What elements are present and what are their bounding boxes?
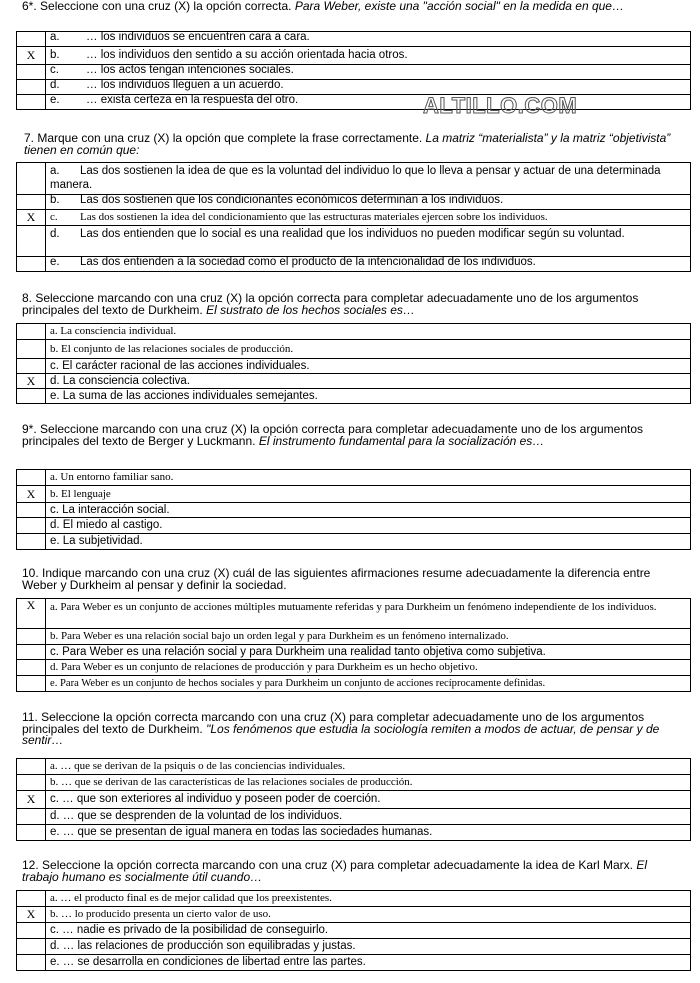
table-row	[17, 163, 691, 195]
question-stem-italic: La matriz “materialista” y la matriz “objetivista” tienen en común que:	[24, 131, 671, 157]
table-row	[17, 629, 691, 645]
question-stem-text: 9*. Seleccione marcando con una cruz (X) la opción correcta para completar adecuadamente uno de los argumentos principales del texto de Berger y Luckmann.	[22, 422, 644, 448]
option-cell: c. … nadie es privado de la posibilidad de conseguirlo.	[46, 923, 691, 939]
table-row	[17, 359, 691, 374]
question-stem-italic: El trabajo humano es socialmente útil cuando…	[22, 858, 648, 884]
option-letter: c.	[50, 211, 58, 223]
table-row	[17, 195, 691, 210]
mark-cell[interactable]	[17, 359, 46, 374]
option-cell: c. El carácter racional de las acciones individuales.	[46, 359, 691, 374]
question-12	[0, 860, 700, 883]
option-text: Las dos sostienen la idea de que es la voluntad del individuo lo que lo lleva a pensar y actuar de una determinada manera.	[50, 165, 661, 191]
question-7-options	[16, 162, 691, 272]
mark-cell[interactable]	[17, 518, 46, 534]
option-text: Las dos sostienen que los condicionantes económicos determinan a los individuos.	[80, 194, 504, 206]
question-11-options	[16, 758, 691, 841]
option-text: … los actos tengan intenciones sociales.	[86, 64, 294, 76]
option-text: … los individuos den sentido a su acción orientada hacia otros.	[86, 49, 408, 61]
table-row	[17, 80, 691, 95]
mark-cell[interactable]	[17, 65, 46, 80]
option-text: Las dos entienden que lo social es una realidad que los individuos no pueden modificar según su voluntad.	[80, 228, 625, 240]
option-cell	[46, 257, 691, 272]
question-stem-italic: El instrumento fundamental para la socialización es…	[258, 433, 545, 448]
question-9-stem	[0, 424, 700, 447]
mark-cell[interactable]	[17, 955, 46, 971]
mark-cell[interactable]: X	[17, 210, 46, 226]
question-6	[0, 1, 700, 13]
mark-cell[interactable]	[17, 389, 46, 404]
question-11-stem	[0, 712, 700, 747]
mark-cell[interactable]	[17, 825, 46, 841]
table-row	[17, 470, 691, 486]
mark-cell[interactable]	[17, 676, 46, 692]
question-7-stem	[0, 133, 700, 156]
option-cell	[46, 210, 691, 226]
option-cell	[46, 195, 691, 210]
mark-cell[interactable]	[17, 80, 46, 95]
table-row	[17, 324, 691, 340]
option-text: Las dos sostienen la idea del condicionamiento que las estructuras materiales ejercen sobre los individuos.	[80, 211, 548, 223]
option-text: … los individuos lleguen a un acuerdo.	[86, 79, 284, 91]
option-cell: e. … que se presentan de igual manera en todas las sociedades humanas.	[46, 825, 691, 841]
table-row	[17, 65, 691, 80]
table-row	[17, 32, 691, 47]
option-cell: a. … que se derivan de la psiquis o de las conciencias individuales.	[46, 759, 691, 775]
table-row	[17, 891, 691, 907]
question-stem-italic: Para Weber, existe una "acción social" en la medida en que…	[294, 0, 624, 13]
option-cell: c. Para Weber es una relación social y para Durkheim una realidad tanto objetiva como subjetiva.	[46, 645, 691, 660]
table-row	[17, 676, 691, 692]
option-letter: e.	[50, 94, 60, 106]
option-cell: d. … las relaciones de producción son equilibradas y justas.	[46, 939, 691, 955]
mark-cell[interactable]: X	[17, 374, 46, 389]
table-row	[17, 645, 691, 660]
option-text: … exista certeza en la respuesta del otro.	[86, 94, 299, 106]
mark-cell[interactable]	[17, 324, 46, 340]
question-9	[0, 424, 700, 447]
question-12-options	[16, 890, 691, 971]
option-cell	[46, 163, 691, 195]
question-stem-italic: El sustrato de los hechos sociales es…	[206, 302, 415, 317]
table-row	[17, 825, 691, 841]
option-text: … los individuos se encuentren cara a cara.	[86, 31, 310, 43]
option-letter: b.	[50, 49, 60, 61]
mark-cell[interactable]	[17, 503, 46, 518]
table-row	[17, 955, 691, 971]
option-cell	[46, 47, 691, 65]
mark-cell[interactable]	[17, 340, 46, 359]
question-7	[0, 133, 700, 156]
table-row	[17, 486, 691, 503]
table-row	[17, 791, 691, 809]
mark-cell[interactable]	[17, 629, 46, 645]
mark-cell[interactable]	[17, 923, 46, 939]
mark-cell[interactable]	[17, 95, 46, 110]
question-10-options	[16, 598, 691, 692]
table-row	[17, 759, 691, 775]
option-cell: c. La interacción social.	[46, 503, 691, 518]
table-row	[17, 939, 691, 955]
question-11	[0, 712, 700, 747]
question-stem-text: 8. Seleccione marcando con una cruz (X) la opción correcta para completar adecuadamente uno de los argumentos principales del texto de Durkheim.	[22, 291, 639, 317]
table-row	[17, 374, 691, 389]
option-cell: b. … que se derivan de las características de las relaciones sociales de producción.	[46, 775, 691, 791]
mark-cell[interactable]	[17, 939, 46, 955]
option-cell: e. … se desarrolla en condiciones de libertad entre las partes.	[46, 955, 691, 971]
question-stem-italic: "Los fenómenos que estudia la sociología remiten a modos de actuar, de pensar y de sentir…	[22, 721, 660, 747]
question-12-stem	[0, 860, 700, 883]
option-cell: a. Para Weber es un conjunto de acciones múltiples mutuamente referidas y para Durkheim un fenómeno independiente de los individuos.	[46, 599, 691, 629]
mark-cell[interactable]	[17, 660, 46, 676]
table-row	[17, 257, 691, 272]
option-cell: c. … que son exteriores al individuo y poseen poder de coerción.	[46, 791, 691, 809]
option-cell: b. … lo producido presenta un cierto valor de uso.	[46, 907, 691, 923]
mark-cell[interactable]	[17, 226, 46, 257]
mark-cell[interactable]	[17, 809, 46, 825]
option-cell: b. Para Weber es una relación social bajo un orden legal y para Durkheim es un fenómeno internalizado.	[46, 629, 691, 645]
option-cell: d. … que se desprenden de la voluntad de los individuos.	[46, 809, 691, 825]
option-cell: d. El miedo al castigo.	[46, 518, 691, 534]
watermark-logo: ALTILLO.COM	[423, 93, 578, 118]
option-text: Las dos entienden a la sociedad como el producto de la intencionalidad de los individuos.	[80, 256, 536, 268]
option-cell	[46, 65, 691, 80]
mark-cell[interactable]: X	[17, 47, 46, 65]
question-stem-text: 10. Indique marcando con una cruz (X) cuál de las siguientes afirmaciones resume adecuadamente la diferencia entre Weber y Durkheim al pensar y definir la sociedad.	[22, 566, 651, 592]
table-row	[17, 534, 691, 550]
question-10	[0, 568, 700, 591]
question-9-options	[16, 469, 691, 550]
table-row	[17, 95, 691, 110]
mark-cell[interactable]: X	[17, 486, 46, 503]
option-letter: a.	[50, 165, 60, 177]
table-row	[17, 518, 691, 534]
mark-cell[interactable]	[17, 645, 46, 660]
option-cell	[46, 80, 691, 95]
option-cell	[46, 226, 691, 257]
option-letter: b.	[50, 194, 60, 206]
mark-cell[interactable]	[17, 775, 46, 791]
mark-cell[interactable]	[17, 163, 46, 195]
option-cell: a. Un entorno familiar sano.	[46, 470, 691, 486]
option-cell	[46, 95, 691, 110]
table-row	[17, 775, 691, 791]
table-row	[17, 923, 691, 939]
question-6-stem	[0, 1, 700, 13]
option-letter: e.	[50, 256, 60, 268]
question-6-options	[16, 31, 691, 110]
option-cell: e. La suma de las acciones individuales semejantes.	[46, 389, 691, 404]
table-row	[17, 599, 691, 629]
option-cell: b. El lenguaje	[46, 486, 691, 503]
mark-cell[interactable]: X	[17, 791, 46, 809]
mark-cell[interactable]: X	[17, 907, 46, 923]
table-row	[17, 389, 691, 404]
mark-cell[interactable]	[17, 195, 46, 210]
option-letter: c.	[50, 64, 59, 76]
option-cell: d. La consciencia colectiva.	[46, 374, 691, 389]
question-stem-text: 7. Marque con una cruz (X) la opción que complete la frase correctamente.	[24, 131, 423, 145]
option-cell: a. La consciencia individual.	[46, 324, 691, 340]
table-row	[17, 809, 691, 825]
option-letter: d.	[50, 228, 60, 240]
table-row	[17, 210, 691, 226]
table-row	[17, 47, 691, 65]
mark-cell[interactable]	[17, 470, 46, 486]
question-10-stem	[0, 568, 700, 591]
option-cell: e. Para Weber es un conjunto de hechos sociales y para Durkheim un conjunto de acciones recíprocamente definidas.	[46, 676, 691, 692]
table-row	[17, 907, 691, 923]
mark-cell[interactable]: X	[17, 599, 46, 629]
mark-cell[interactable]	[17, 32, 46, 47]
option-cell: e. La subjetividad.	[46, 534, 691, 550]
question-stem-text: 11. Seleccione la opción correcta marcando con una cruz (X) para completar adecuadamente uno de los argumentos principales del texto de Durkheim.	[22, 710, 645, 736]
question-stem-text: 6*. Seleccione con una cruz (X) la opción correcta.	[22, 0, 292, 13]
mark-cell[interactable]	[17, 257, 46, 272]
mark-cell[interactable]	[17, 759, 46, 775]
option-cell: d. Para Weber es un conjunto de relaciones de producción y para Durkheim es un hecho objetivo.	[46, 660, 691, 676]
question-8-stem	[0, 293, 700, 316]
table-row	[17, 340, 691, 359]
table-row	[17, 660, 691, 676]
option-letter: d.	[50, 79, 60, 91]
table-row	[17, 503, 691, 518]
question-8-options	[16, 323, 691, 404]
option-cell	[46, 32, 691, 47]
question-stem-text: 12. Seleccione la opción correcta marcando con una cruz (X) para completar adecuadamente la idea de Karl Marx.	[22, 858, 633, 872]
question-8	[0, 293, 700, 316]
option-letter: a.	[50, 31, 60, 43]
option-cell: a. … el producto final es de mejor calidad que los preexistentes.	[46, 891, 691, 907]
mark-cell[interactable]	[17, 891, 46, 907]
mark-cell[interactable]	[17, 534, 46, 550]
table-row	[17, 226, 691, 257]
option-cell: b. El conjunto de las relaciones sociales de producción.	[46, 340, 691, 359]
